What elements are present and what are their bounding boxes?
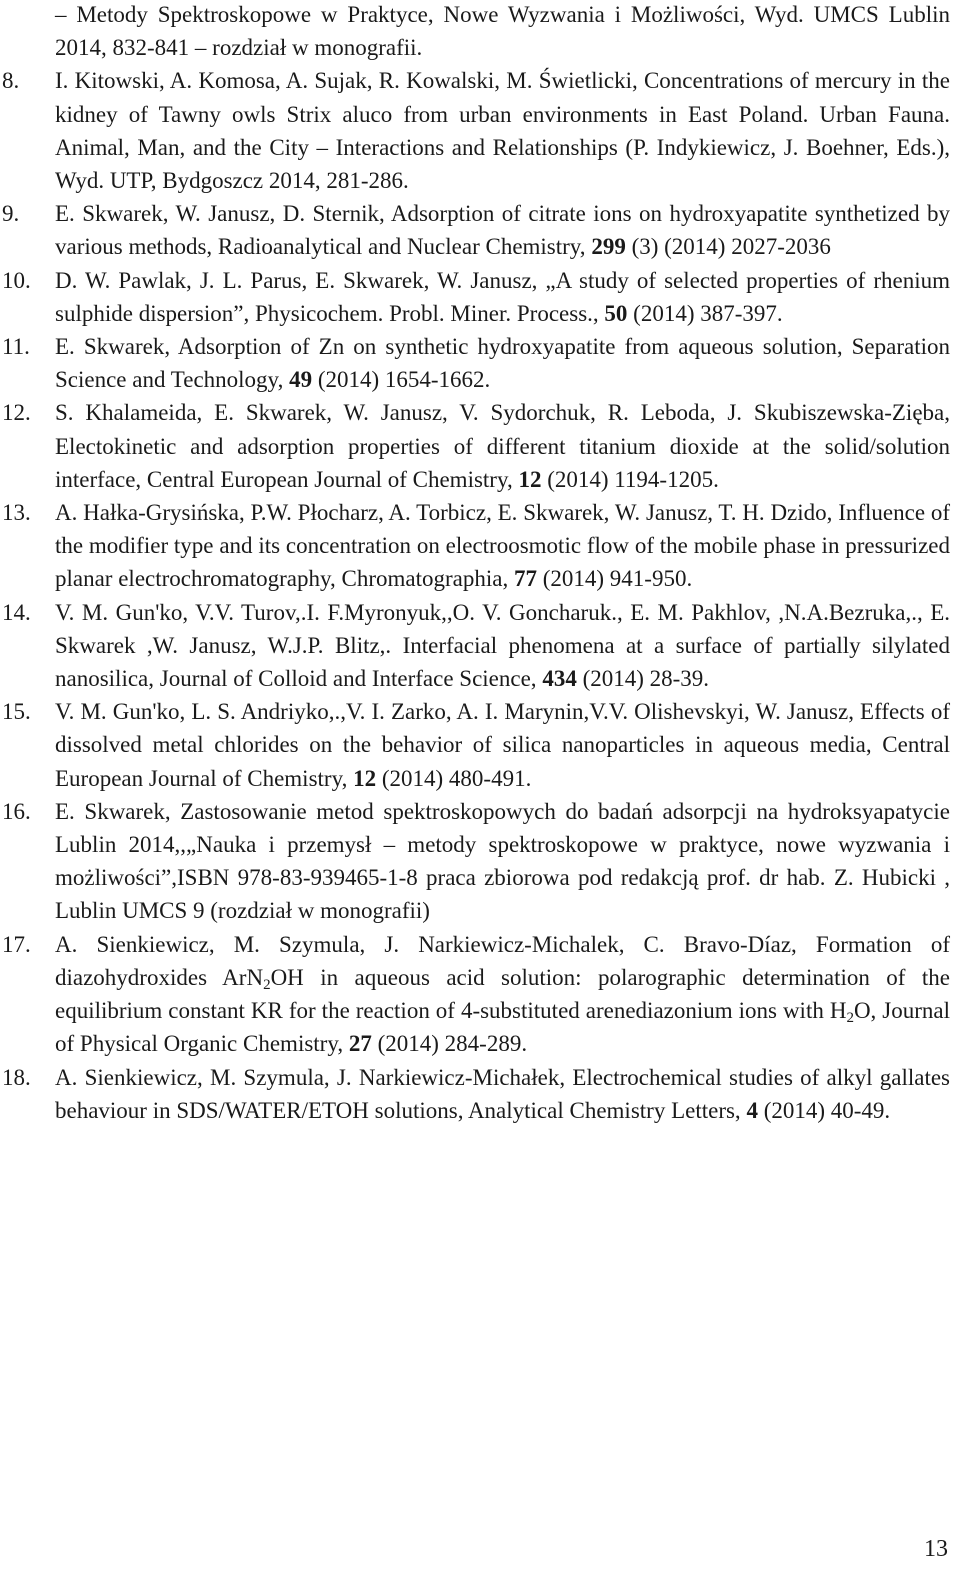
reference-number: 15. <box>2 699 31 725</box>
reference-pages: (2014) 284-289. <box>371 1031 528 1057</box>
reference-number: 13. <box>2 500 31 526</box>
reference-list <box>2 0 950 1127</box>
reference-text: A. Sienkiewicz, M. Szymula, J. Narkiewicz-Michalek, C. Bravo-Díaz, Formation of diazohydroxides ArN <box>55 931 950 990</box>
reference-text: V. M. Gun'ko, V.V. Turov,.I. F.Myronyuk,,O. V. Goncharuk., E. M. Pakhlov, ,N.A.Bezruka,., E. Skwarek ,W. Janusz, W.J.P. Blitz,. Interfacial phenomena at a surface of partially silylated nanosilica, Journal of Colloid and Interface Science, <box>55 599 950 692</box>
reference-number: 14. <box>2 599 31 625</box>
reference-number: 10. <box>2 267 31 293</box>
reference-volume: 299 <box>591 234 626 260</box>
reference-text: E. Skwarek, Zastosowanie metod spektroskopowych do badań adsorpcji na hydroksyapatycie Lublin 2014,,„Nauka i przemysł – metody spektroskopowe w praktyce, nowe wyzwania i możliwości”,ISBN 978-83-939465-1-8 praca zbiorowa pod redakcją prof. dr hab. Z. Hubicki , Lublin UMCS 9 (rozdział w monografii) <box>55 798 950 924</box>
reference-text: E. Skwarek, Adsorption of Zn on synthetic hydroxyapatite from aqueous solution, Separation Science and Technology, <box>55 334 950 393</box>
reference-number: 18. <box>2 1064 31 1090</box>
page-number: 13 <box>924 1536 948 1562</box>
reference-volume: 49 <box>289 367 313 393</box>
reference-number: 16. <box>2 798 31 824</box>
reference-item-17 <box>2 928 950 1061</box>
reference-number: 8. <box>2 68 20 94</box>
reference-item-9 <box>2 197 950 263</box>
reference-number: 9. <box>2 201 20 227</box>
reference-pages: (2014) 1194-1205. <box>541 466 719 492</box>
reference-item-13 <box>2 496 950 596</box>
reference-pages: (3) (2014) 2027-2036 <box>625 234 831 260</box>
reference-item-10 <box>2 264 950 330</box>
reference-pages: (2014) 40-49. <box>757 1097 891 1123</box>
reference-pages: (2014) 480-491. <box>376 765 532 791</box>
reference-text: A. Hałka-Grysińska, P.W. Płocharz, A. Torbicz, E. Skwarek, W. Janusz, T. H. Dzido, Influence of the modifier type and its concentration on electroosmotic flow of the mobile phase in pressurized planar electrochromatography, Chromatographia, <box>55 500 950 592</box>
reference-volume: 12 <box>353 765 377 791</box>
subscript: 2 <box>846 1010 854 1027</box>
reference-item-11 <box>2 330 950 396</box>
reference-number: 17. <box>2 931 31 957</box>
reference-item-18 <box>2 1061 950 1127</box>
reference-pages: (2014) 1654-1662. <box>312 367 491 393</box>
reference-text: A. Sienkiewicz, M. Szymula, J. Narkiewicz-Michałek, Electrochemical studies of alkyl gallates behaviour in SDS/WATER/ETOH solutions, Analytical Chemistry Letters, <box>55 1064 950 1123</box>
reference-text: OH in aqueous acid solution: polarographic determination of the equilibrium constant KR for the reaction of 4-substituted arenediazonium ions with H <box>55 964 950 1024</box>
reference-text: O, Journal of Physical Organic Chemistry, <box>55 998 950 1057</box>
reference-item-15 <box>2 695 950 795</box>
subscript: 2 <box>263 976 271 993</box>
reference-continuation <box>2 0 950 64</box>
reference-pages: (2014) 941-950. <box>536 566 693 592</box>
reference-text: V. M. Gun'ko, L. S. Andriyko,.,V. I. Zarko, A. I. Marynin,V.V. Olishevskyi, W. Janusz, Effects of dissolved metal chlorides on the behavior of silica nanoparticles in aqueous media, Central European Journal of Chemistry, <box>55 699 950 791</box>
reference-item-16 <box>2 795 950 928</box>
reference-text: – Metody Spektroskopowe w Praktyce, Nowe Wyzwania i Możliwości, Wyd. UMCS Lublin 2014, 832-841 – rozdział w monografii. <box>55 2 950 61</box>
reference-volume: 4 <box>746 1097 758 1123</box>
reference-number: 11. <box>2 334 30 360</box>
reference-text: E. Skwarek, W. Janusz, D. Sternik, Adsorption of citrate ions on hydroxyapatite synthetized by various methods, Radioanalytical and Nuclear Chemistry, <box>55 201 950 260</box>
reference-text: I. Kitowski, A. Komosa, A. Sujak, R. Kowalski, M. Świetlicki, Concentrations of mercury in the kidney of Tawny owls Strix aluco from urban environments in East Poland. Urban Fauna. Animal, Man, and the City – Interactions and Relationships (P. Indykiewicz, J. Boehner, Eds.), Wyd. UTP, Bydgoszcz 2014, 281-286. <box>55 68 950 194</box>
reference-number: 12. <box>2 400 31 426</box>
reference-pages: (2014) 28-39. <box>576 666 710 692</box>
reference-volume: 27 <box>348 1031 372 1057</box>
reference-text: S. Khalameida, E. Skwarek, W. Janusz, V. Sydorchuk, R. Leboda, J. Skubiszewska-Zięba, Electokinetic and adsorption properties of different titanium dioxide at the solid/solution interface, Central European Journal of Chemistry, <box>55 400 950 492</box>
reference-volume: 50 <box>604 300 628 326</box>
reference-pages: (2014) 387-397. <box>627 300 783 326</box>
reference-text: D. W. Pawlak, J. L. Parus, E. Skwarek, W. Janusz, „A study of selected properties of rhenium sulphide dispersion”, Physicochem. Probl. Miner. Process., <box>55 267 950 326</box>
reference-item-12 <box>2 396 950 496</box>
reference-volume: 12 <box>518 466 542 492</box>
reference-item-14 <box>2 596 950 696</box>
reference-volume: 77 <box>513 566 537 592</box>
reference-item-8 <box>2 64 950 197</box>
reference-volume: 434 <box>542 666 577 692</box>
